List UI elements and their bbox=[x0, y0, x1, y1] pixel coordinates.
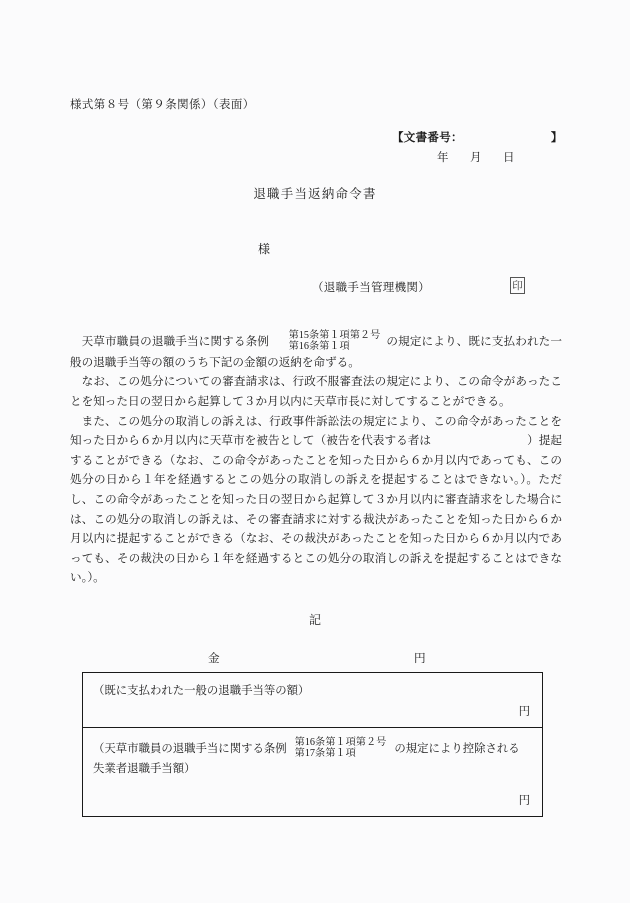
body-paragraph-1 bbox=[70, 330, 562, 372]
deducted-amount-unit: 円 bbox=[518, 794, 530, 807]
deducted-amount-second-line: 失業者退職手当額） bbox=[93, 762, 196, 775]
deducted-amount-cell-content bbox=[83, 728, 542, 816]
body-paragraph-3 bbox=[70, 412, 562, 588]
document-number-label: 【文書番号： bbox=[392, 132, 463, 144]
table-article-reference-line-1: 第16条第１項第２号 bbox=[294, 737, 387, 748]
document-number-field bbox=[392, 129, 563, 145]
paid-amount-cell-content bbox=[83, 673, 542, 727]
date-day-label: 日 bbox=[503, 152, 515, 164]
amount-unit: 円 bbox=[414, 652, 426, 665]
article-reference-stack bbox=[277, 330, 380, 353]
document-number-close: 】 bbox=[550, 132, 563, 144]
table-cell-paid-amount bbox=[83, 673, 543, 728]
ordinance-lead-text: 天草市職員の退職手当に関する条例 bbox=[81, 335, 269, 349]
article-reference-line-1: 第15条第１項第２号 bbox=[288, 330, 381, 341]
lawsuit-text-part-1: また、この処分の取消しの訴えは、行政事件訴訟法の規定により、この命令があったことを知った日から６か月以内に天草市を被告として（被告を代表する者は bbox=[70, 414, 562, 448]
date-month-label: 月 bbox=[470, 152, 482, 164]
issuing-authority-label: （退職手当管理機関） bbox=[312, 282, 430, 294]
lawsuit-text-part-2: ）提起することができる（なお、この命令があったことを知った日から６か月以内であっても、この処分の日から１年を経過するとこの処分の取消しの訴えを提起することはできない。）。ただし、この命令があったことを知った日の翌日から起算して３か月以内に審査請求をした場合には、この処分の取消しの訴えは、その審査請求に対する裁決があったことを知った日から６か月以内に提起することができる（なお、その裁決があったことを知った日から６か月以内であっても、その裁決の日から１年を経過するとこの処分の取消しの訴えを提起することはできない。）。 bbox=[70, 434, 562, 585]
article-reference-line-2: 第16条第１項 bbox=[288, 341, 350, 353]
deducted-amount-text-before: （天草市職員の退職手当に関する条例 bbox=[93, 743, 287, 756]
amount-breakdown-table bbox=[82, 672, 543, 817]
amount-label: 金 bbox=[208, 652, 220, 665]
ordinance-tail-text: の規定により、既に支払われた一般の退職手当等の額のうち下記の金額の返納を命ずる。 bbox=[70, 335, 562, 369]
paid-amount-label: （既に支払われた一般の退職手当等の額） bbox=[93, 685, 310, 697]
record-mark: 記 bbox=[308, 613, 321, 627]
table-row bbox=[83, 673, 543, 728]
amount-summary-line bbox=[82, 650, 542, 668]
form-number: 様式第８号（第９条関係）（表面） bbox=[70, 99, 255, 111]
table-cell-deducted-amount bbox=[83, 728, 543, 817]
addressee-suffix: 様 bbox=[258, 242, 271, 256]
deducted-amount-text-after: の規定により控除される bbox=[394, 743, 520, 756]
date-line bbox=[437, 149, 536, 165]
paid-amount-unit: 円 bbox=[518, 705, 530, 718]
page-title: 退職手当返納命令書 bbox=[253, 187, 377, 201]
body-text bbox=[70, 330, 562, 588]
body-paragraph-2: なお、この処分についての審査請求は、行政不服審査法の規定により、この命令があったことを知った日の翌日から起算して３か月以内に天草市長に対してすることができる。 bbox=[70, 375, 562, 408]
date-year-label: 年 bbox=[437, 152, 449, 164]
article-reference-stack-table bbox=[295, 737, 387, 760]
table-article-reference-line-2: 第17条第１項 bbox=[294, 748, 356, 760]
table-row bbox=[83, 728, 543, 817]
seal-stamp-box: 印 bbox=[510, 277, 525, 294]
